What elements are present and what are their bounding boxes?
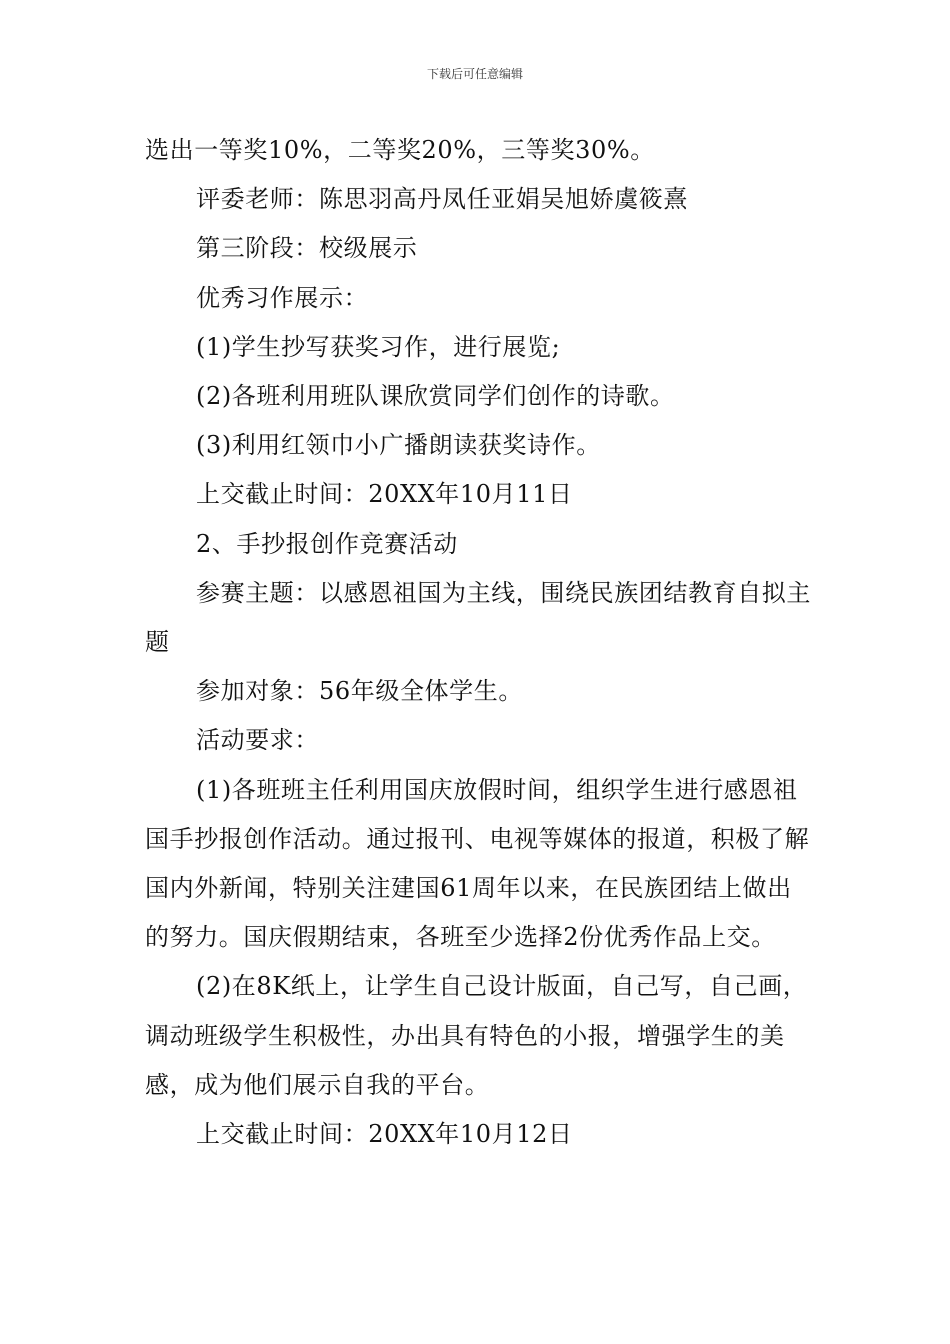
- paragraph-theme: 参赛主题：以感恩祖国为主线，围绕民族团结教育自拟主题: [145, 578, 811, 657]
- paragraph-showcase-item-3: (3)利用红领巾小广播朗读获奖诗作。: [196, 431, 601, 460]
- paragraph-deadline-2: 上交截止时间：20XX年10月12日: [196, 1120, 573, 1149]
- paragraph-showcase-item-2: (2)各班利用班队课欣赏同学们创作的诗歌。: [196, 382, 675, 411]
- page-header-note: 下载后可任意编辑: [426, 67, 523, 81]
- paragraph-showcase-item-1: (1)学生抄写获奖习作，进行展览;: [196, 332, 561, 361]
- paragraph-requirement-1: (1)各班班主任利用国庆放假时间，组织学生进行感恩祖国手抄报创作活动。通过报刊、电视等媒体的报道，积极了解国内外新闻，特别关注建国61周年以来，在民族团结上做出的努力。国庆假期结束，各班至少选择2份优秀作品上交。: [145, 775, 810, 952]
- paragraph-showcase-heading: 优秀习作展示：: [196, 283, 369, 312]
- paragraph-requirements-heading: 活动要求：: [196, 726, 319, 755]
- paragraph-participants: 参加对象：56年级全体学生。: [196, 677, 523, 706]
- paragraph-judges: 评委老师：陈思羽高丹凤任亚娟吴旭娇虞筱熹: [196, 185, 688, 214]
- paragraph-requirement-2: (2)在8K纸上，让学生自己设计版面，自己写，自己画，调动班级学生积极性，办出具有特色的小报，增强学生的美感，成为他们展示自我的平台。: [145, 972, 808, 1099]
- paragraph-stage-three-heading: 第三阶段：校级展示: [196, 234, 418, 263]
- document-body: [145, 126, 813, 1159]
- paragraph-deadline-1: 上交截止时间：20XX年10月11日: [196, 480, 573, 509]
- paragraph-award-ratio: 选出一等奖10%，二等奖20%，三等奖30%。: [145, 136, 655, 164]
- paragraph-section-2-heading: 2、手抄报创作竞赛活动: [196, 529, 458, 558]
